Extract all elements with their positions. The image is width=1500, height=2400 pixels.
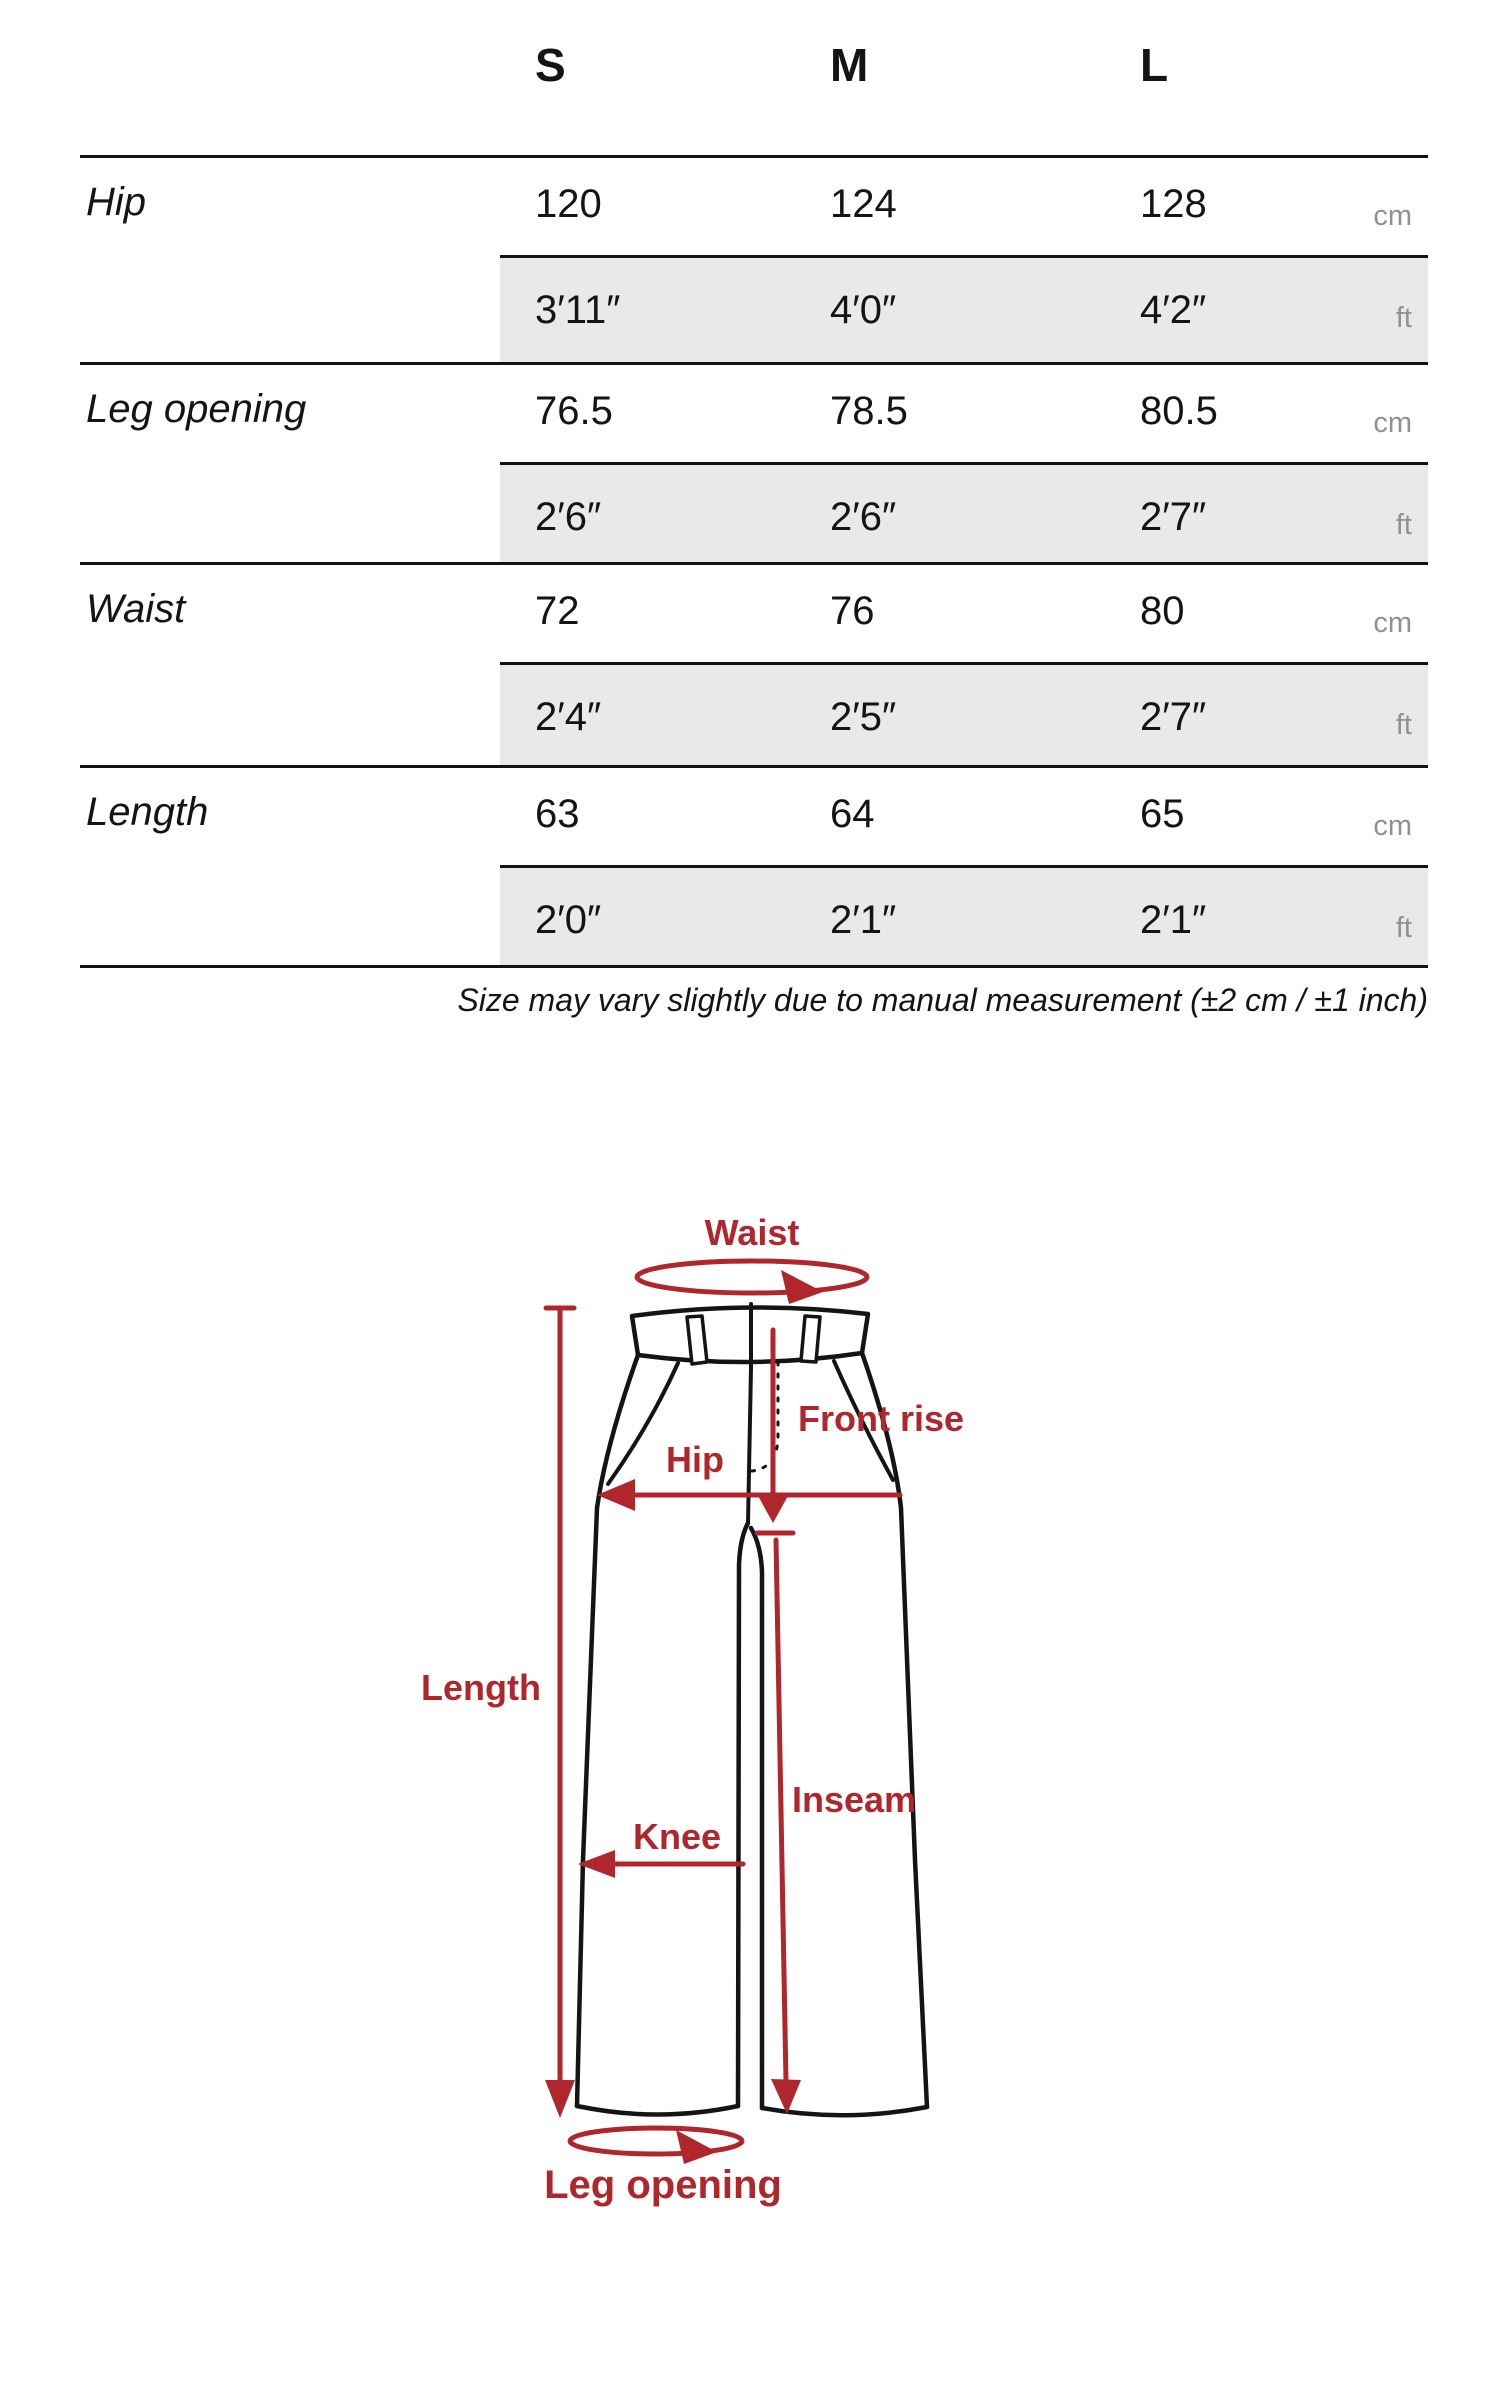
- hip-label: Hip: [666, 1439, 724, 1480]
- size-column-header-m: M: [830, 39, 869, 91]
- inseam-label: Inseam: [792, 1779, 917, 1820]
- cell-cm-l: 128: [1140, 182, 1207, 226]
- row-label: Waist: [86, 587, 186, 631]
- knee-label: Knee: [632, 1816, 722, 1857]
- cell-ft-m: 2′6″: [830, 495, 897, 539]
- cell-ft-l: 4′2″: [1140, 288, 1207, 332]
- ft-band: [500, 865, 1428, 968]
- table-bottom-rule: [80, 965, 1428, 968]
- table-row-waist: [80, 562, 1428, 768]
- cell-ft-l: 2′7″: [1140, 495, 1207, 539]
- left-outseam: [577, 1355, 638, 2106]
- ft-band: [500, 462, 1428, 565]
- table-row-hip: [80, 155, 1428, 365]
- cell-cm-m: 64: [830, 792, 875, 836]
- cell-ft-s: 2′4″: [535, 695, 602, 739]
- leg-opening-label: Leg opening: [544, 2163, 782, 2207]
- cell-cm-s: 72: [535, 589, 580, 633]
- cell-ft-l: 2′1″: [1140, 898, 1207, 942]
- front-rise-arrowhead-icon: [757, 1494, 789, 1523]
- unit-cm: cm: [1373, 810, 1412, 842]
- ft-band: [500, 255, 1428, 365]
- pants-measurement-diagram: [0, 1100, 1500, 2400]
- waist-girth-ellipse: [637, 1261, 867, 1293]
- cell-cm-s: 63: [535, 792, 580, 836]
- cell-cm-m: 124: [830, 182, 897, 226]
- unit-ft: ft: [1395, 709, 1412, 741]
- cell-cm-l: 80: [1140, 589, 1185, 633]
- row-label: Hip: [86, 180, 147, 224]
- leg-opening-arrowhead-icon: [676, 2130, 717, 2164]
- length-arrowhead-icon: [545, 2080, 575, 2118]
- cell-cm-l: 80.5: [1140, 389, 1218, 433]
- cell-ft-m: 2′5″: [830, 695, 897, 739]
- left-belt-loop: [687, 1316, 707, 1364]
- cell-cm-l: 65: [1140, 792, 1185, 836]
- right-leg-inner-seam: [751, 1528, 762, 2108]
- cell-ft-s: 3′11″: [535, 288, 621, 332]
- unit-cm: cm: [1373, 200, 1412, 232]
- cell-ft-m: 2′1″: [830, 898, 897, 942]
- left-hem: [577, 2106, 738, 2115]
- front-rise-label: Front rise: [798, 1398, 965, 1439]
- waist-arrowhead-icon: [781, 1270, 823, 1304]
- row-label: Leg opening: [86, 387, 307, 431]
- cell-cm-s: 120: [535, 182, 602, 226]
- leg-opening-girth-ellipse: [570, 2128, 742, 2154]
- row-label: Length: [86, 790, 209, 834]
- cell-cm-m: 76: [830, 589, 875, 633]
- waist-label: Waist: [704, 1212, 800, 1253]
- size-column-header-l: L: [1140, 39, 1169, 91]
- length-label: Length: [421, 1667, 541, 1708]
- cell-cm-m: 78.5: [830, 389, 908, 433]
- unit-ft: ft: [1395, 912, 1412, 944]
- inseam-arrow-line: [776, 1540, 786, 2082]
- cell-ft-l: 2′7″: [1140, 695, 1207, 739]
- size-table: [80, 0, 1428, 1050]
- ft-band: [500, 662, 1428, 768]
- right-belt-loop: [801, 1316, 820, 1362]
- cell-ft-s: 2′0″: [535, 898, 602, 942]
- unit-ft: ft: [1395, 509, 1412, 541]
- unit-ft: ft: [1395, 302, 1412, 334]
- cell-ft-s: 2′6″: [535, 495, 602, 539]
- cell-ft-m: 4′0″: [830, 288, 897, 332]
- size-column-header-s: S: [535, 39, 566, 91]
- fly-center-seam: [748, 1304, 751, 1523]
- right-outseam: [862, 1353, 927, 2107]
- left-leg-inner-seam: [738, 1523, 748, 2106]
- measurement-tolerance-note: Size may vary slightly due to manual measurement (±2 cm / ±1 inch): [457, 982, 1428, 1018]
- unit-cm: cm: [1373, 407, 1412, 439]
- cell-cm-s: 76.5: [535, 389, 613, 433]
- unit-cm: cm: [1373, 607, 1412, 639]
- table-row-leg-opening: [80, 362, 1428, 565]
- table-row-length: [80, 765, 1428, 968]
